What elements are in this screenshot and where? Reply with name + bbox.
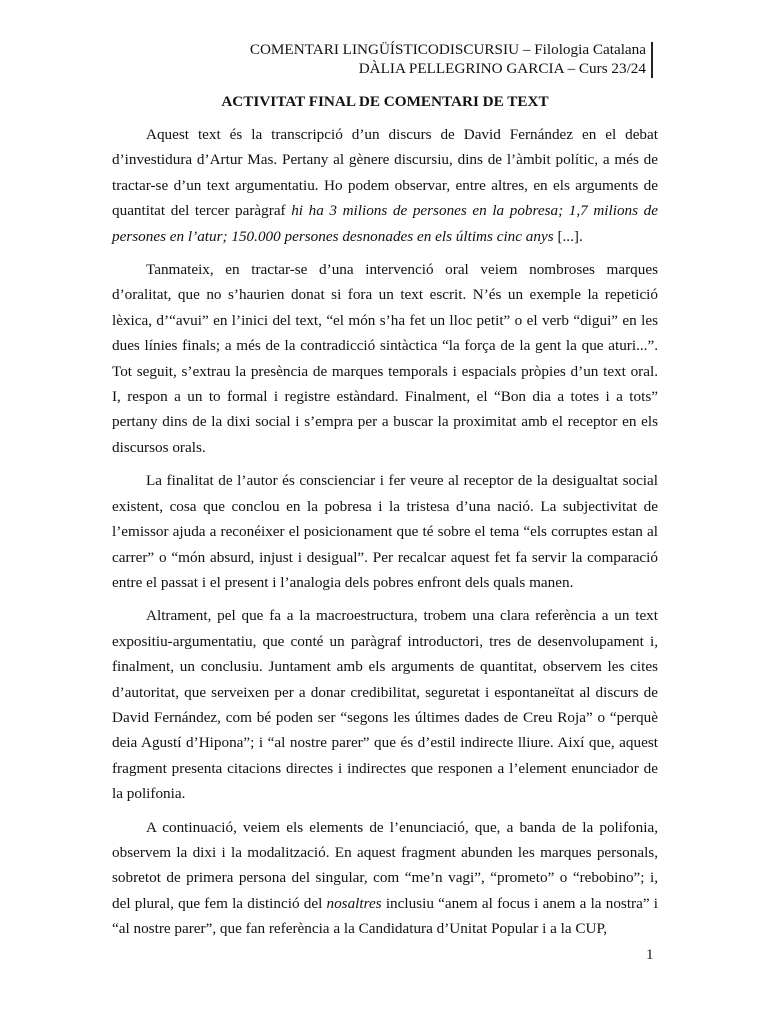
page-header bbox=[250, 40, 646, 78]
paragraph-1-text: Aquest text és la transcripció d’un discurs de David Fernández en el debat d’investidura d’Artur Mas. Pertany al gènere discursiu, dins de l’àmbit polític, a més de tractar-se d’un text argumentatiu. Ho podem observar, entre altres, en els arguments de quantitat del tercer paràgraf bbox=[112, 126, 658, 220]
header-author-line: DÀLIA PELLEGRINO GARCIA – Curs 23/24 bbox=[358, 60, 646, 77]
paragraph-5-text: A continuació, veiem els elements de l’enunciació, que, a banda de la polifonia, observem la dixi i la modalització. En aquest fragment abunden les marques personals, sobretot de primera persona del singular, com “me’n vagi”, “prometo” o “rebobino”; i, del plural, que fem la distinció del bbox=[112, 818, 658, 912]
paragraph-1 bbox=[112, 122, 658, 249]
document-title: ACTIVITAT FINAL DE COMENTARI DE TEXT bbox=[221, 93, 549, 110]
header-course-line: COMENTARI LINGÜÍSTICODISCURSIU – Filologia Catalana bbox=[249, 41, 646, 58]
paragraph-5-ending: inclusiu “anem al focus i anem a la nostra” i “al nostre parer”, que fan referència a la Candidatura d’Unitat Popular i a la CUP, bbox=[112, 894, 658, 938]
document-body bbox=[112, 122, 658, 950]
page-number: 1 bbox=[646, 947, 654, 963]
paragraph-3: La finalitat de l’autor és conscienciar i fer veure al receptor de la desigualtat social existent, cosa que conclou en la pobresa i la tristesa d’una nació. La subjectivitat de l’emissor ajuda a reconéixer el posicionament que té sobre el tema “els corruptes estan al carrer” o “món absurd, injust i desigual”. Per recalcar aquest fet fa servir la comparació entre el passat i el present i l’analogia dels pobres enfront dels quals manen. bbox=[112, 472, 658, 591]
paragraph-4: Altrament, pel que fa a la macroestructura, trobem una clara referència a un text expositiu-argumentatiu, que conté un paràgraf introductori, tres de desenvolupament i, finalment, un conclusiu. Juntament amb els arguments de quantitat, observem les cites d’autoritat, que serveixen per a donar credibilitat, seguretat i espontaneïtat al discurs de David Fernández, com bé poden ser “segons les últimes dades de Creu Roja” o “perquè deia Agustí d’Hipona”; i “al nostre parer” que és d’estil indirecte lliure. Així que, aquest fragment presenta citacions directes i indirectes que responen a l’element enunciador de la polifonia. bbox=[112, 607, 658, 803]
paragraph-1-quote: hi ha 3 milions de persones en la pobresa; 1,7 milions de persones en l’atur; 150.000 persones desnonades en els últims cinc anys bbox=[112, 202, 658, 245]
paragraph-5 bbox=[112, 815, 658, 942]
paragraph-2: Tanmateix, en tractar-se d’una intervenció oral veiem nombroses marques d’oralitat, que no s’haurien donat si fora un text escrit. N’és un exemple la repetició lèxica, d’“avui” en l’inici del text, “el món s’ha fet un lloc petit” o el verb “digui” en les dues línies finals; a més de la contradicció sintàctica “la força de la gent la que aturi...”. Tot seguit, s’extrau la presència de marques temporals i espacials pròpies d’un text oral. I, respon a un to formal i registre estàndard. Finalment, el “Bon dia a totes i a tots” pertany dins de la dixi social i s’empra per a buscar la proximitat amb el receptor en els discursos orals. bbox=[112, 261, 658, 456]
paragraph-5-emphasis: nosaltres bbox=[326, 894, 382, 912]
paragraph-1-ending: [...]. bbox=[553, 227, 583, 245]
header-vertical-rule bbox=[651, 42, 653, 78]
